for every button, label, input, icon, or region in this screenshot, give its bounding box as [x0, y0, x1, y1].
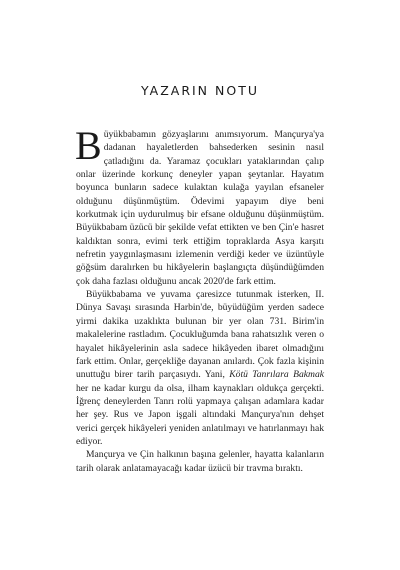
book-title-italic: Kötü Tanrılara Bakmak	[229, 369, 324, 381]
paragraph-2-text-end: her ne kadar kurgu da olsa, ilham kaynakları oldukça gerçekti. İğrenç deneylerden Tanrı rolü yapmaya çalışan adamlara kadar her şey. Rus ve Japon işgali altındaki Mançurya'nın dehşet verici gerçek hikâyeleri yeniden anlatılmayı ve hatırlanmayı hak ediyor.	[76, 382, 324, 447]
paragraph-2-text-start: Büyükbabama ve yuvama çaresizce tutunmak isterken, II. Dünya Savaşı sırasında Harbin'de, büyüdüğüm yerden sadece yirmi dakika uzaklıkta bulunan bir yer olan 731. Birim'in makalelerine rastladım. Çocukluğumda bana rahatsızlık veren o hayalet hikâyelerinin asla sadece hikâyeden ibaret olmadığını fark ettim. Onlar, gerçekliğe dayanan anılardı. Çok fazla kişinin unuttuğu birer tarih parçasıydı. Yani,	[76, 289, 324, 381]
drop-cap: B	[75, 123, 102, 168]
page-title: YAZARIN NOTU	[140, 83, 259, 98]
body-text	[75, 123, 324, 475]
paragraph-3	[76, 448, 324, 475]
paragraph-1	[75, 123, 324, 288]
paragraph-1-text: üyükbabamın gözyaşlarını anımsıyorum. Mançurya'ya dadanan hayaletlerden bahsederken sesinin nasıl çatladığını da. Yaramaz çocukları yataklarından çalıp onlar üzerinde korkunç deneyler yapan şeytanlar. Hayatım boyunca bunların sadece kulaktan kulağa yayılan efsaneler olduğunu düşünmüştüm. Ödevimi yapayım diye beni korkutmak için uydurulmuş bir efsane olduğunu düşünmüştüm. Büyükbabam üzücü bir şekilde vefat ettikten ve ben Çin'e hasret kaldıktan sonra, evimi terk ettiğim topraklarda Asya karşıtı nefretin yaygınlaşmasını izlemenin verdiği keder ve üzüntüyle göğsüm daralırken bu hikâyelerin başlangıçta düşündüğümden çok daha fazlası olduğunu ancak 2020'de fark ettim.	[76, 129, 324, 287]
paragraph-2	[76, 288, 324, 448]
paragraph-3-text: Mançurya ve Çin halkının başına gelenler, hayatta kalanların tarih olarak anlatamayacağı kadar üzücü bir travma bıraktı.	[76, 449, 324, 474]
